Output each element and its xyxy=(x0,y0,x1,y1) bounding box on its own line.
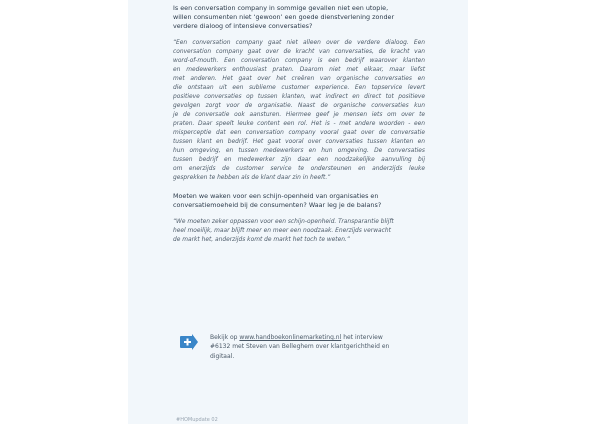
answer-1 xyxy=(173,39,425,182)
interview-content xyxy=(173,4,425,254)
page-footer: #HOMupdate 02 xyxy=(176,417,218,423)
tip-line-1 xyxy=(210,333,422,342)
question-2-line: conversatiemoeheid bij de consumenten? Waar leg je de balans? xyxy=(173,200,382,209)
answer-1-line: misperceptie dat een conversation company vooral gaat over de conversatie xyxy=(173,129,425,136)
tip-prefix: Bekijk op xyxy=(210,334,238,341)
reference-tip xyxy=(180,333,420,373)
answer-2 xyxy=(173,218,425,245)
answer-1-line: om enerzijds de customer service te ondersteunen en anderzijds leuke xyxy=(173,165,425,172)
question-2 xyxy=(173,192,425,210)
answer-1-line: word-of-mouth. Een conversation company is een bedrijf waarover klanten xyxy=(173,58,425,65)
answer-1-line: praten. Daar speelt leuke content een rol. Het is - met andere woorden - een xyxy=(173,120,425,127)
answer-1-line: gesprekken te hebben als de klant daar zin in heeft.” xyxy=(173,174,331,181)
document-page xyxy=(128,0,468,424)
answer-1-line: tussen klant en bedrijf. Het gaat vooral over conversaties tussen klanten en xyxy=(173,138,425,145)
answer-1-line: gevolgen zorgt voor de organisatie. Naast de organische conversaties kun xyxy=(173,102,425,109)
answer-2-line: “We moeten zeker oppassen voor een schijn-openheid. Transparantie blijft xyxy=(173,218,394,225)
answer-1-line: “Een conversation company gaat niet alleen over de verdere dialoog. Een xyxy=(173,40,425,47)
plus-arrow-icon xyxy=(180,333,198,351)
answer-1-line: positieve conversaties op tussen klanten, wat indirect en direct tot positieve xyxy=(173,94,425,100)
answer-1-line: tussen bedrijf en medewerker zijn daar een noodzakelijke aanvulling bij xyxy=(173,156,425,163)
question-1 xyxy=(173,4,425,31)
tip-line-2: #6132 met Steven van Belleghem over klantgerichtheid en xyxy=(210,343,390,351)
answer-1-line: je de conversatie ook aansturen. Hiermee geef je mensen iets om over te xyxy=(173,111,425,118)
question-1-line: Is een conversation company in sommige gevallen niet een utopie, xyxy=(173,4,389,12)
question-2-line: Moeten we waken voor een schijn-openheid van organisaties en xyxy=(173,191,379,200)
tip-suffix: het interview xyxy=(343,334,383,341)
answer-1-line: die ontstaan uit een sublieme customer experience. Een topservice levert xyxy=(173,85,425,92)
question-1-line: verdere dialoog of intensieve conversaties? xyxy=(173,22,313,31)
answer-1-line: met anderen. Het gaat over het creëren van organische conversaties en xyxy=(173,76,425,83)
answer-1-line: conversation company gaat over de kracht van conversaties, de kracht van xyxy=(173,49,425,56)
answer-1-line: en medewerkers enthousiast praten. Daarom niet met elkaar, maar liefst xyxy=(173,67,425,74)
question-1-line: willen consumenten niet ‘gewoon’ een goede dienstverlening zonder xyxy=(173,13,395,22)
answer-2-line: de markt het, anderzijds komt de markt het toch te weten.” xyxy=(173,236,350,243)
answer-1-line: hun omgeving, en tussen medewerkers en hun omgeving. De conversaties xyxy=(173,147,425,154)
tip-text xyxy=(210,333,422,361)
answer-2-line: heel moeilijk, maar blijft meer en meer een noodzaak. Enerzijds verwacht xyxy=(173,227,391,234)
handboek-link[interactable]: www.handboekonlinemarketing.nl xyxy=(239,334,342,341)
tip-line-3: digitaal. xyxy=(210,352,235,360)
